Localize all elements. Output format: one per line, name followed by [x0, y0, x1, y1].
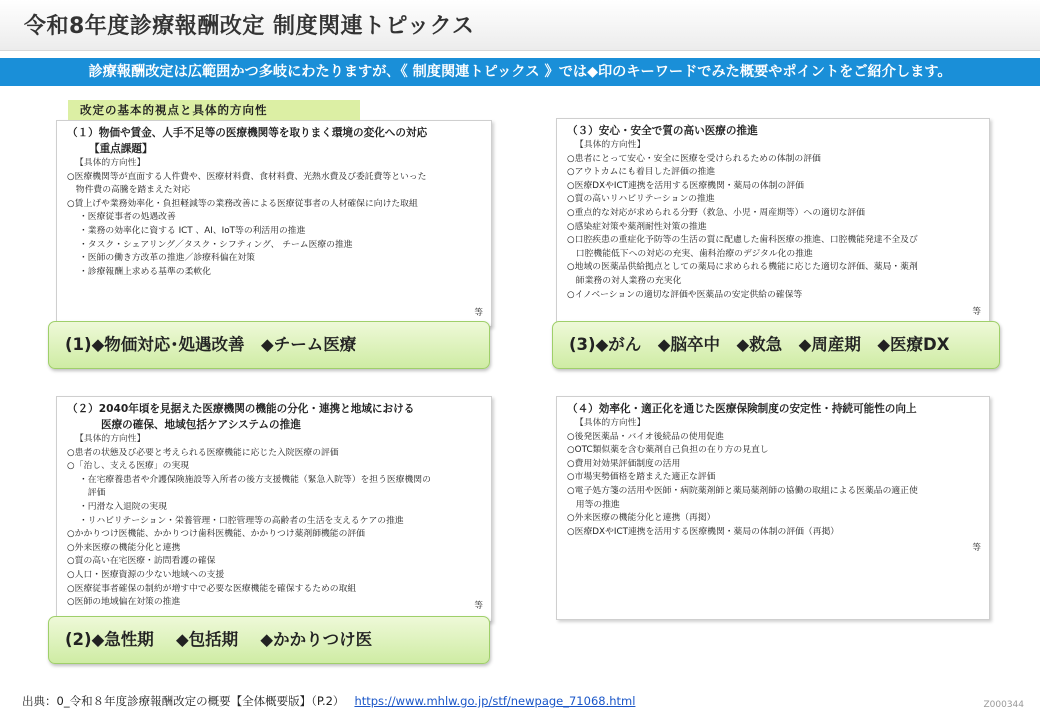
footer-source	[22, 693, 635, 709]
box1-line: 物件費の高騰を踏まえた対応	[67, 185, 191, 196]
box4-heading: （４）効率化・適正化を通じた医療保険制度の安定性・持続可能性の向上	[567, 403, 917, 415]
box2-line: ○医療従事者確保の制約が増す中で必要な医療機能を確保するための取組	[67, 583, 357, 594]
box2-line: 評価	[79, 488, 106, 499]
source-citation: 出典：0_令和８年度診療報酬改定の概要【全体概要版】（P.2）	[22, 694, 345, 708]
box3-line: ○感染症対策や薬剤耐性対策の推進	[567, 221, 707, 232]
box1-line: ・医療従事者の処遇改善	[79, 212, 176, 223]
keywords-box-3: (3)◆がん ◆脳卒中 ◆救急 ◆周産期 ◆医療DX	[552, 321, 1000, 369]
box4-directions-label: 【具体的方向性】	[575, 418, 646, 428]
box3-heading: （３）安心・安全で質の高い医療の推進	[567, 125, 758, 137]
box4-line: ○医療DXやICT連携を活用する医療機関・薬局の体制の評価（再掲）	[567, 526, 840, 537]
keywords-box-2: (2)◆急性期 ◆包括期 ◆かかりつけ医	[48, 616, 490, 664]
box3-line: 口腔機能低下への対応の充実、歯科治療のデジタル化の推進	[567, 248, 813, 259]
box4-line: ○後発医薬品・バイオ後続品の使用促進	[567, 431, 724, 442]
box3-line: ○重点的な対応が求められる分野（救急、小児・周産期等）への適切な評価	[567, 207, 865, 218]
box2-line: ○質の高い在宅医療・訪問看護の確保	[67, 556, 216, 567]
box4-line: ○費用対効果評価制度の活用	[567, 458, 681, 469]
title-bar	[0, 0, 1040, 51]
source-link[interactable]: https://www.mhlw.go.jp/stf/newpage_71068.html	[354, 694, 636, 708]
box1-line: ・診療報酬上求める基準の柔軟化	[79, 266, 211, 277]
box4-line: ○OTC類似薬を含む薬剤自己負担の在り方の見直し	[567, 445, 769, 456]
box3-line: ○アウトカムにも着目した評価の推進	[567, 167, 716, 178]
box1-badge: 【重点課題】	[89, 143, 153, 155]
box3-directions-label: 【具体的方向性】	[575, 140, 646, 150]
box3-etc-mark: 等	[972, 307, 981, 317]
box1-etc-mark: 等	[474, 308, 483, 318]
box3-line: ○質の高いリハビリテーションの推進	[567, 194, 715, 205]
box3-line: ○医療DXやICT連携を活用する医療機関・薬局の体制の評価	[567, 180, 804, 191]
box2-line: ○外来医療の機能分化と連携	[67, 542, 181, 553]
box1-line: ○医療機関等が直面する人件費や、医療材料費、食材料費、光熱水費及び委託費等といった	[67, 171, 427, 182]
topic-box-2	[56, 396, 492, 622]
box1-line: ・医師の働き方改革の推進／診療科偏在対策	[79, 253, 255, 264]
box2-line: ・円滑な入退院の実現	[79, 501, 167, 512]
box2-line: ○かかりつけ医機能、かかりつけ歯科医機能、かかりつけ薬剤師機能の評価	[67, 529, 365, 540]
box3-line: ○口腔疾患の重症化予防等の生活の質に配慮した歯科医療の推進、口腔機能発達不全及び	[567, 235, 918, 246]
box2-heading-cont: 医療の確保、地域包括ケアシステムの推進	[101, 419, 301, 431]
box3-line: ○地域の医薬品供給拠点としての薬局に求められる機能に応じた適切な評価、薬局・薬剤	[567, 262, 918, 273]
page-title: 令和8年度診療報酬改定 制度関連トピックス	[24, 14, 475, 39]
box4-etc-mark: 等	[972, 543, 981, 553]
keywords-box-1: (1)◆物価対応･処遇改善 ◆チーム医療	[48, 321, 490, 369]
box4-line: ○外来医療の機能分化と連携（再掲）	[567, 513, 716, 524]
box4-line: ○市場実勢価格を踏まえた適正な評価	[567, 472, 716, 483]
box2-etc-mark: 等	[474, 601, 483, 611]
box2-line: ・在宅療養患者や介護保険施設等入所者の後方支援機能（緊急入院等）を担う医療機関の	[79, 474, 431, 485]
box2-line: ○患者の状態及び必要と考えられる医療機能に応じた入院医療の評価	[67, 447, 339, 458]
box3-line: 師業務の対人業務の充実化	[567, 275, 682, 286]
box1-directions-label: 【具体的方向性】	[75, 158, 146, 168]
box2-line: ○医師の地域偏在対策の推進	[67, 597, 181, 608]
box1-heading: （１）物価や賃金、人手不足等の医療機関等を取りまく環境の変化への対応	[67, 127, 428, 139]
section-header: 改定の基本的視点と具体的方向性	[68, 100, 360, 120]
box2-line: ○「治し、支える医療」の実現	[67, 461, 190, 472]
document-code: Z000344	[983, 700, 1024, 710]
topic-box-3	[556, 118, 990, 324]
box3-line: ○患者にとって安心・安全に医療を受けられるための体制の評価	[567, 153, 821, 164]
box1-line: ・タスク・シェアリング／タスク・シフティング、 チーム医療の推進	[79, 239, 353, 250]
box2-directions-label: 【具体的方向性】	[75, 434, 146, 444]
box1-line: ○賃上げや業務効率化・負担軽減等の業務改善による医療従事者の人材確保に向けた取組	[67, 198, 418, 209]
box4-line: ○電子処方箋の活用や医師・病院薬剤師と薬局薬剤師の協働の取組による医薬品の適正使	[567, 485, 918, 496]
intro-banner: 診療報酬改定は広範囲かつ多岐にわたりますが､《 制度関連トピックス 》では◆印のキーワードでみた概要やポイントをご紹介します。	[0, 58, 1040, 86]
box2-heading: （２）2040年頃を見据えた医療機関の機能の分化・連携と地域における	[67, 403, 415, 415]
box1-line: ・業務の効率化に資する ICT 、AI、IoT等の利活用の推進	[79, 225, 306, 236]
box3-line: ○イノベーションの適切な評価や医薬品の安定供給の確保等	[567, 289, 803, 300]
box2-line: ○人口・医療資源の少ない地域への支援	[67, 569, 225, 580]
box2-line: ・リハビリテーション・栄養管理・口腔管理等の高齢者の生活を支えるケアの推進	[79, 515, 404, 526]
topic-box-1	[56, 120, 492, 327]
topic-box-4	[556, 396, 990, 620]
box4-line: 用等の推進	[567, 499, 620, 510]
